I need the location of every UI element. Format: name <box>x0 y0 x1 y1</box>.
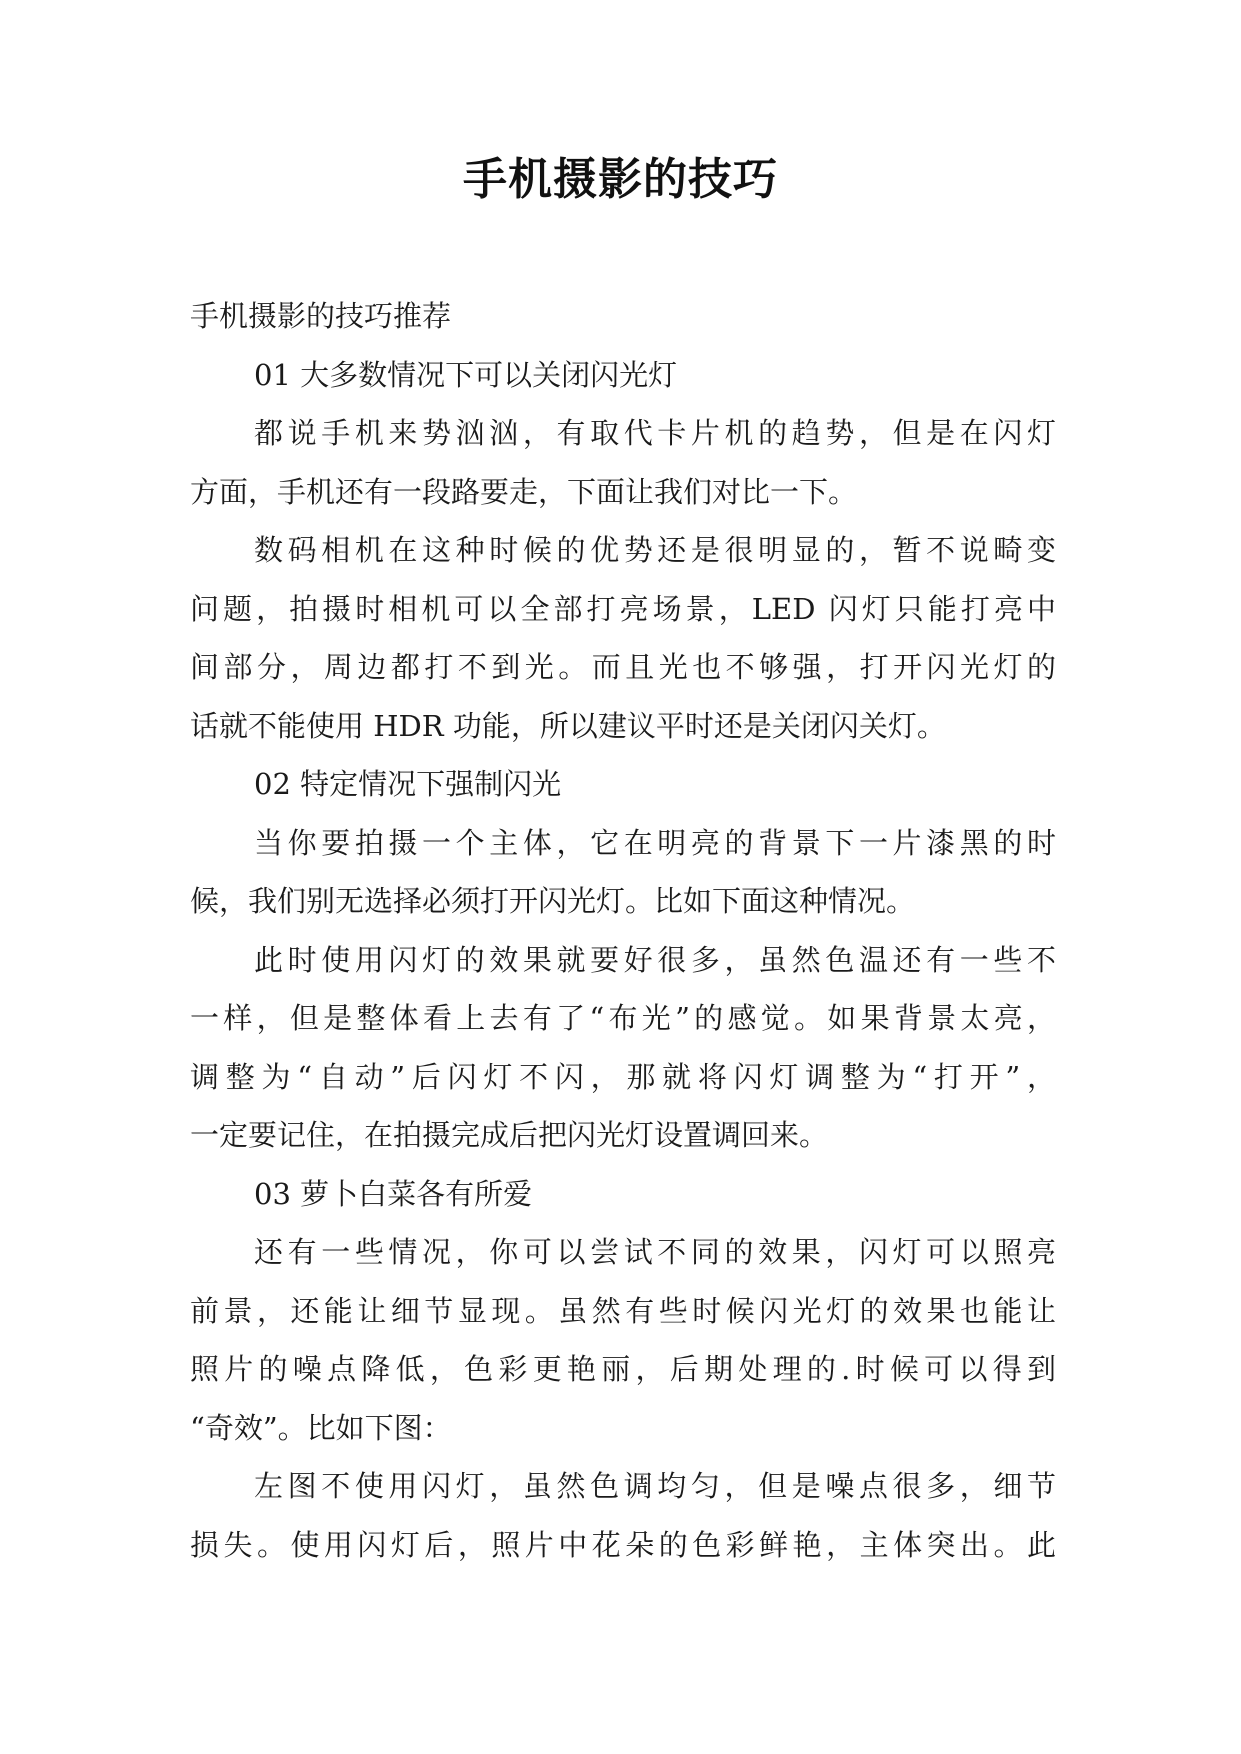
paragraph-line: 问题，拍摄时相机可以全部打亮场景，LED 闪灯只能打亮中 <box>190 591 1056 626</box>
paragraph-line: 都说手机来势汹汹，有取代卡片机的趋势，但是在闪灯 <box>254 416 1056 450</box>
paragraph-line: 一样，但是整体看上去有了“布光”的感觉。如果背景太亮， <box>190 1001 1056 1035</box>
document-body <box>190 287 1056 1574</box>
subtitle-line: 手机摄影的技巧推荐 <box>190 299 452 333</box>
paragraph-line: 此时使用闪灯的效果就要好很多，虽然色温还有一些不 <box>254 942 1056 977</box>
paragraph-line: 一定要记住，在拍摄完成后把闪光灯设置调回来。 <box>190 1118 829 1152</box>
paragraph-line: 前景，还能让细节显现。虽然有些时候闪光灯的效果也能让 <box>190 1293 1056 1328</box>
section-heading-01: 01 大多数情况下可以关闭闪光灯 <box>254 357 678 392</box>
paragraph-line: 调整为“自动”后闪灯不闪，那就将闪灯调整为“打开”， <box>190 1059 1056 1094</box>
section-heading-03: 03 萝卜白菜各有所爱 <box>254 1176 533 1211</box>
paragraph-line: 左图不使用闪灯，虽然色调均匀，但是噪点很多，细节 <box>254 1469 1056 1503</box>
section-heading-02: 02 特定情况下强制闪光 <box>254 767 562 801</box>
paragraph-line: 方面，手机还有一段路要走，下面让我们对比一下。 <box>190 474 858 509</box>
paragraph-line: “奇效”。比如下图： <box>190 1410 452 1445</box>
paragraph-line: 还有一些情况，你可以尝试不同的效果，闪灯可以照亮 <box>254 1235 1056 1269</box>
paragraph-line: 间部分，周边都打不到光。而且光也不够强，打开闪光灯的 <box>190 650 1056 684</box>
paragraph-line: 损失。使用闪灯后，照片中花朵的色彩鲜艳，主体突出。此 <box>190 1527 1056 1562</box>
paragraph-line: 照片的噪点降低，色彩更艳丽，后期处理的.时候可以得到 <box>190 1352 1056 1386</box>
paragraph-line: 数码相机在这种时候的优势还是很明显的，暂不说畸变 <box>254 533 1056 567</box>
paragraph-line: 候，我们别无选择必须打开闪光灯。比如下面这种情况。 <box>190 884 916 918</box>
paragraph-line: 当你要拍摄一个主体，它在明亮的背景下一片漆黑的时 <box>254 825 1056 860</box>
document-title: 手机摄影的技巧 <box>463 154 778 205</box>
paragraph-line: 话就不能使用 HDR 功能，所以建议平时还是关闭闪关灯。 <box>190 708 946 743</box>
